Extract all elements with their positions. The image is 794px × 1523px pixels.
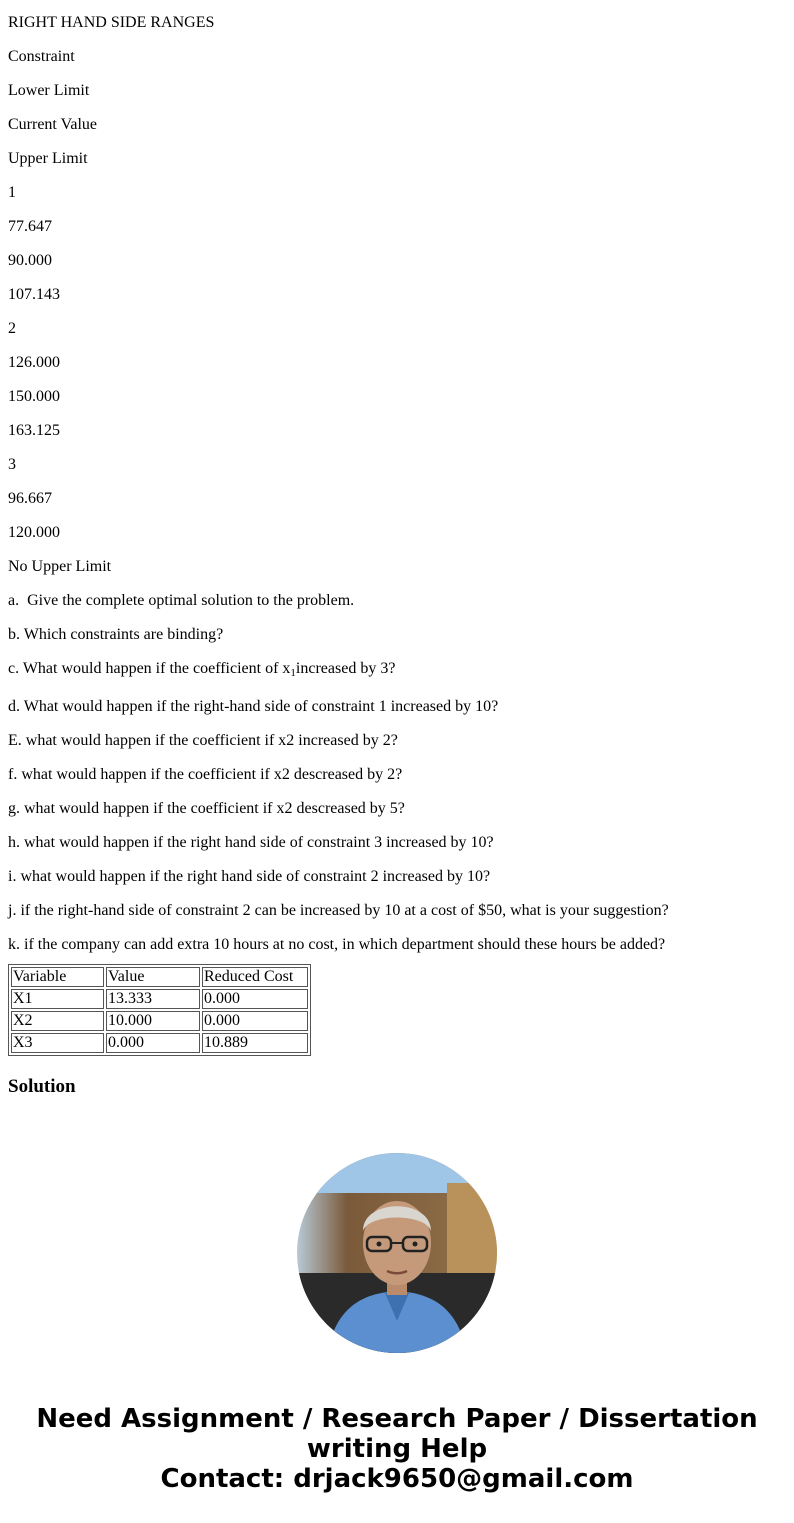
promo-contact: Contact: drjack9650@gmail.com [160, 1464, 634, 1494]
table-cell: X2 [11, 1011, 104, 1031]
question-a: a. Give the complete optimal solution to the problem. [8, 592, 355, 609]
table-cell: 0.000 [202, 1011, 308, 1031]
table-row [11, 1033, 308, 1053]
table-cell: 10.000 [106, 1011, 200, 1031]
header-constraint: Constraint [8, 48, 75, 65]
promo-line-2: writing Help [306, 1434, 488, 1464]
question-c-start: c. What would happen if the coefficient of x [8, 660, 291, 677]
table-cell: X3 [11, 1033, 104, 1053]
row3-current: 120.000 [8, 524, 60, 541]
table-row [11, 1011, 308, 1031]
question-c [8, 660, 786, 678]
question-d: d. What would happen if the right-hand side of constraint 1 increased by 10? [8, 698, 499, 715]
table-header-cell: Variable [11, 967, 104, 987]
table-cell: 0.000 [202, 989, 308, 1009]
table-header-cell: Value [106, 967, 200, 987]
question-b: b. Which constraints are binding? [8, 626, 224, 643]
header-current-value: Current Value [8, 116, 98, 133]
table-header-cell: Reduced Cost [202, 967, 308, 987]
row2-current: 150.000 [8, 388, 60, 405]
table-header-row [11, 967, 308, 987]
header-upper-limit: Upper Limit [8, 150, 88, 167]
row3-upper: No Upper Limit [8, 558, 112, 575]
header-lower-limit: Lower Limit [8, 82, 90, 99]
row2-upper: 163.125 [8, 422, 60, 439]
row1-constraint: 1 [8, 184, 16, 201]
solution-heading: Solution [8, 1076, 76, 1097]
question-g: g. what would happen if the coefficient if x2 descreased by 5? [8, 800, 405, 817]
row3-constraint: 3 [8, 456, 16, 473]
promo-line-1: Need Assignment / Research Paper / Dissertation [36, 1404, 758, 1434]
row2-lower: 126.000 [8, 354, 60, 371]
question-f: f. what would happen if the coefficient if x2 descreased by 2? [8, 766, 403, 783]
question-e: E. what would happen if the coefficient if x2 increased by 2? [8, 732, 398, 749]
question-i: i. what would happen if the right hand side of constraint 2 increased by 10? [8, 868, 491, 885]
row1-current: 90.000 [8, 252, 52, 269]
section-title: RIGHT HAND SIDE RANGES [8, 14, 215, 31]
question-k: k. if the company can add extra 10 hours at no cost, in which department should these hours be added? [8, 936, 666, 953]
table-row [11, 989, 308, 1009]
variable-table [8, 964, 311, 1056]
table-cell: 10.889 [202, 1033, 308, 1053]
question-c-subscript: 1 [290, 667, 296, 679]
question-h: h. what would happen if the right hand side of constraint 3 increased by 10? [8, 834, 494, 851]
table-cell: X1 [11, 989, 104, 1009]
row2-constraint: 2 [8, 320, 16, 337]
question-j: j. if the right-hand side of constraint 2 can be increased by 10 at a cost of $50, what is your suggestion? [8, 902, 669, 919]
row1-upper: 107.143 [8, 286, 60, 303]
question-c-end: increased by 3? [295, 660, 396, 677]
avatar-portrait [297, 1153, 497, 1353]
row1-lower: 77.647 [8, 218, 52, 235]
row3-lower: 96.667 [8, 490, 52, 507]
table-cell: 0.000 [106, 1033, 200, 1053]
table-cell: 13.333 [106, 989, 200, 1009]
promo-banner [0, 1404, 794, 1494]
avatar [297, 1153, 497, 1353]
